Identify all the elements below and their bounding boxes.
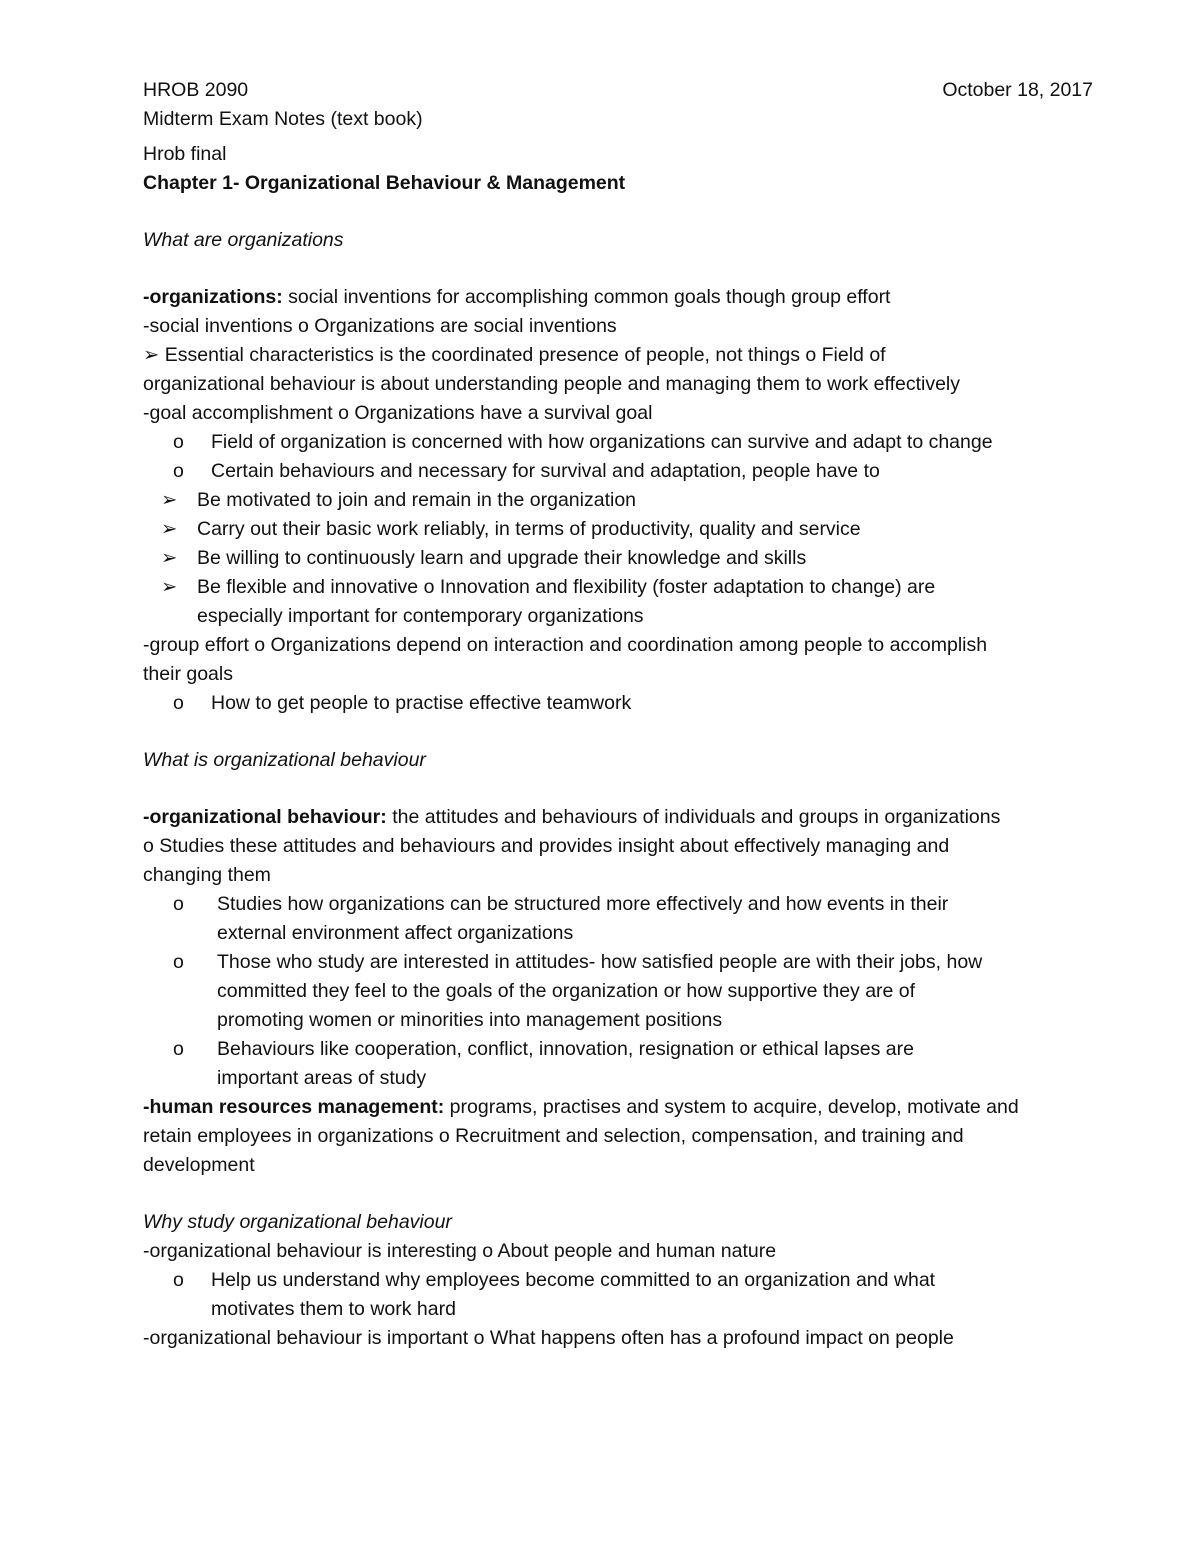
- circle-bullet-icon: o: [173, 1038, 184, 1060]
- section-heading-organizations: What are organizations: [143, 229, 344, 251]
- definition-organizations: [143, 283, 1093, 312]
- document-page: [143, 76, 1093, 1353]
- note-line: o Studies these attitudes and behaviours and provides insight about effectively managing and: [143, 835, 950, 857]
- circle-bullet-icon: o: [173, 1269, 184, 1291]
- note-line: organizational behaviour is about understanding people and managing them to work effectively: [143, 373, 961, 395]
- definition-ob: [143, 803, 1093, 832]
- definition-text: the attitudes and behaviours of individuals and groups in organizations: [386, 806, 1001, 828]
- circle-bullet-icon: o: [173, 431, 184, 453]
- circle-bullet-icon: o: [173, 951, 184, 973]
- list-item: o Help us understand why employees become committed to an organization and what: [143, 1266, 1093, 1295]
- list-item: o Behaviours like cooperation, conflict, innovation, resignation or ethical lapses are: [143, 1035, 1093, 1064]
- list-item-continuation: important areas of study: [217, 1067, 427, 1089]
- list-item-continuation: especially important for contemporary organizations: [197, 605, 644, 627]
- chapter-title: Chapter 1- Organizational Behaviour & Management: [143, 172, 626, 194]
- note-line: their goals: [143, 663, 233, 685]
- term: -human resources management:: [143, 1096, 445, 1118]
- document-tag: Hrob final: [143, 143, 227, 165]
- definition-hrm: [143, 1093, 1093, 1122]
- note-line: -goal accomplishment o Organizations have a survival goal: [143, 402, 653, 424]
- header-row: [143, 76, 1093, 105]
- circle-bullet-icon: o: [173, 460, 184, 482]
- list-item: o How to get people to practise effective teamwork: [143, 689, 1093, 718]
- note-line: -group effort o Organizations depend on interaction and coordination among people to accomplish: [143, 634, 988, 656]
- note-line: ➢ Essential characteristics is the coordinated presence of people, not things o Field of: [143, 344, 886, 366]
- list-item: o Certain behaviours and necessary for survival and adaptation, people have to: [143, 457, 1093, 486]
- section-heading-why-study: Why study organizational behaviour: [143, 1211, 452, 1233]
- arrow-bullet-icon: ➢: [161, 518, 178, 540]
- list-item: o Studies how organizations can be structured more effectively and how events in their: [143, 890, 1093, 919]
- note-line: changing them: [143, 864, 271, 886]
- list-item: ➢ Be motivated to join and remain in the organization: [143, 486, 1093, 515]
- list-item: o Those who study are interested in attitudes- how satisfied people are with their jobs, how: [143, 948, 1093, 977]
- document-subtitle: Midterm Exam Notes (text book): [143, 108, 423, 130]
- list-item: o Field of organization is concerned with how organizations can survive and adapt to change: [143, 428, 1093, 457]
- list-item-continuation: external environment affect organizations: [217, 922, 574, 944]
- document-date: October 18, 2017: [942, 79, 1093, 101]
- list-item-continuation: committed they feel to the goals of the organization or how supportive they are of: [217, 980, 916, 1002]
- note-line: retain employees in organizations o Recruitment and selection, compensation, and training and: [143, 1125, 964, 1147]
- list-item-continuation: motivates them to work hard: [211, 1298, 456, 1320]
- arrow-bullet-icon: ➢: [161, 547, 178, 569]
- course-code: HROB 2090: [143, 79, 249, 101]
- arrow-bullet-icon: ➢: [161, 576, 178, 598]
- note-line: -organizational behaviour is interesting o About people and human nature: [143, 1240, 777, 1262]
- note-line: development: [143, 1154, 255, 1176]
- term: -organizations:: [143, 286, 283, 308]
- section-heading-ob: What is organizational behaviour: [143, 749, 426, 771]
- list-item: ➢ Be willing to continuously learn and upgrade their knowledge and skills: [143, 544, 1093, 573]
- circle-bullet-icon: o: [173, 692, 184, 714]
- circle-bullet-icon: o: [173, 893, 184, 915]
- list-item-continuation: promoting women or minorities into management positions: [217, 1009, 723, 1031]
- definition-text: social inventions for accomplishing common goals though group effort: [282, 286, 891, 308]
- note-line: -social inventions o Organizations are social inventions: [143, 315, 617, 337]
- arrow-bullet-icon: ➢: [161, 489, 178, 511]
- definition-text: programs, practises and system to acquire, develop, motivate and: [444, 1096, 1019, 1118]
- list-item: ➢ Be flexible and innovative o Innovation and flexibility (foster adaptation to change) are: [143, 573, 1093, 602]
- note-line: -organizational behaviour is important o What happens often has a profound impact on people: [143, 1327, 954, 1349]
- list-item: ➢ Carry out their basic work reliably, in terms of productivity, quality and service: [143, 515, 1093, 544]
- term: -organizational behaviour:: [143, 806, 387, 828]
